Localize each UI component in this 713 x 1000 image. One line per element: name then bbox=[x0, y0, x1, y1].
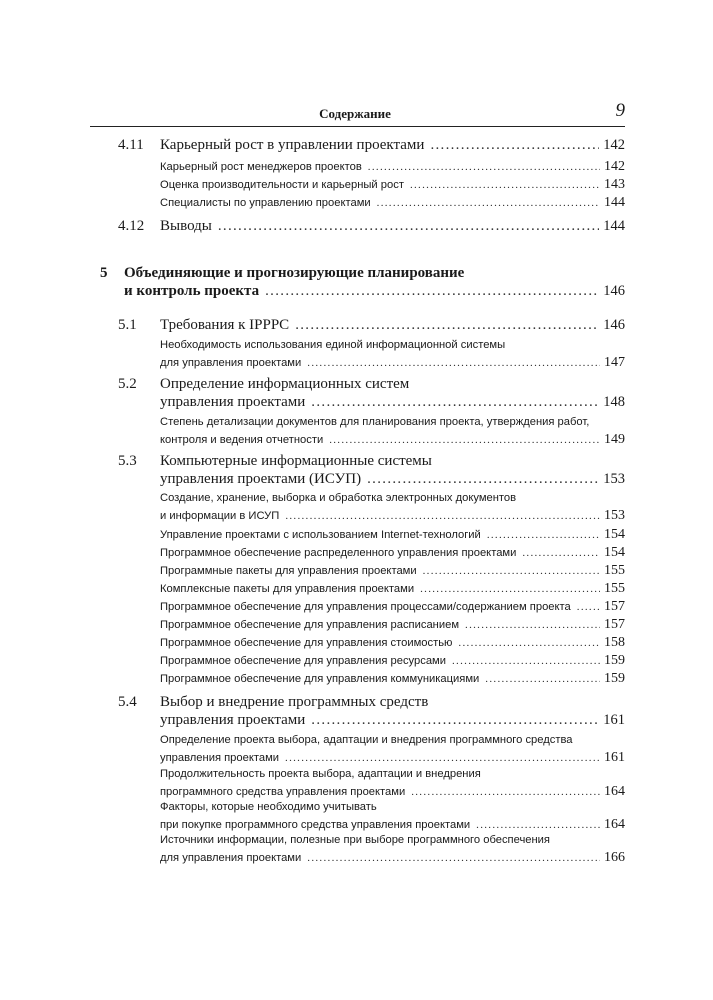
toc-entry-title: Программные пакеты для управления проектами bbox=[160, 565, 417, 577]
toc-subentry-line1[interactable]: Степень детализации документов для планирования проекта, утверждения работ, bbox=[160, 416, 590, 428]
toc-entry-title: контроля и ведения отчетности bbox=[160, 434, 324, 446]
leader-dots bbox=[485, 673, 600, 685]
toc-page-number: 155 bbox=[604, 563, 625, 578]
toc-entry-5-3[interactable] bbox=[160, 471, 625, 488]
toc-entry-4-11[interactable] bbox=[160, 137, 625, 154]
leader-dots bbox=[285, 510, 600, 522]
leader-dots bbox=[311, 712, 599, 729]
toc-entry-title: Требования к IPPPC bbox=[160, 317, 290, 333]
toc-entry-title: Программное обеспечение для управления процессами/содержанием проекта bbox=[160, 601, 571, 613]
toc-subentry[interactable] bbox=[160, 432, 625, 448]
toc-entry-title: программного средства управления проектами bbox=[160, 786, 406, 798]
toc-entry-title: Программное обеспечение распределенного управления проектами bbox=[160, 547, 517, 559]
toc-page-number: 157 bbox=[604, 617, 625, 632]
toc-entry-title: Управление проектами с использованием Internet-технологий bbox=[160, 529, 481, 541]
toc-subentry[interactable] bbox=[160, 599, 625, 615]
toc-subentry-line1[interactable]: Создание, хранение, выборка и обработка электронных документов bbox=[160, 492, 517, 504]
leader-dots bbox=[368, 161, 600, 173]
toc-entry-title: Программное обеспечение для управления коммуникациями bbox=[160, 673, 480, 685]
toc-subentry[interactable] bbox=[160, 635, 625, 651]
leader-dots bbox=[487, 529, 600, 541]
toc-entry-title: управления проектами bbox=[160, 752, 280, 764]
toc-page-number: 159 bbox=[604, 671, 625, 686]
section-title-line1[interactable]: Компьютерные информационные системы bbox=[160, 453, 432, 469]
toc-entry-title: и контроль проекта bbox=[124, 283, 260, 299]
toc-subentry-line1[interactable]: Факторы, которые необходимо учитывать bbox=[160, 801, 377, 813]
toc-subentry[interactable] bbox=[160, 653, 625, 669]
leader-dots bbox=[430, 137, 599, 154]
leader-dots bbox=[377, 197, 600, 209]
toc-entry-title: управления проектами (ИСУП) bbox=[160, 471, 362, 487]
section-number: 5.2 bbox=[118, 376, 137, 392]
toc-entry-title: при покупке программного средства управления проектами bbox=[160, 819, 471, 831]
leader-dots bbox=[218, 218, 599, 235]
leader-dots bbox=[295, 317, 599, 334]
toc-page-number: 157 bbox=[604, 599, 625, 614]
section-number: 5.1 bbox=[118, 317, 137, 333]
leader-dots bbox=[367, 471, 599, 488]
section-title-line1[interactable]: Определение информационных систем bbox=[160, 376, 410, 392]
toc-entry-5-2[interactable] bbox=[160, 394, 625, 411]
toc-entry-title: управления проектами bbox=[160, 394, 306, 410]
toc-subentry-line1[interactable]: Необходимость использования единой информационной системы bbox=[160, 339, 506, 351]
toc-page-number: 144 bbox=[603, 218, 625, 234]
toc-chapter-5[interactable] bbox=[124, 283, 625, 300]
toc-subentry-line1[interactable]: Определение проекта выбора, адаптации и внедрения программного средства bbox=[160, 734, 573, 746]
toc-subentry[interactable] bbox=[160, 850, 625, 866]
toc-subentry[interactable] bbox=[160, 563, 625, 579]
leader-dots bbox=[423, 565, 600, 577]
section-number: 4.11 bbox=[118, 137, 144, 153]
toc-entry-5-4[interactable] bbox=[160, 712, 625, 729]
toc-entry-title: Специалисты по управлению проектами bbox=[160, 197, 371, 209]
toc-entry-title: управления проектами bbox=[160, 712, 306, 728]
leader-dots bbox=[265, 283, 599, 300]
toc-page-number: 153 bbox=[604, 508, 625, 523]
toc-page-number: 149 bbox=[604, 432, 625, 447]
leader-dots bbox=[285, 752, 600, 764]
page-header-title: Содержание bbox=[319, 106, 391, 121]
toc-subentry[interactable] bbox=[160, 508, 625, 524]
toc-entry-title: Программное обеспечение для управления ресурсами bbox=[160, 655, 446, 667]
toc-page-number: 164 bbox=[604, 817, 625, 832]
section-title-line1[interactable]: Выбор и внедрение программных средств bbox=[160, 694, 429, 710]
toc-page-number: 142 bbox=[604, 159, 625, 174]
toc-page-number: 164 bbox=[604, 784, 625, 799]
toc-subentry[interactable] bbox=[160, 581, 625, 597]
leader-dots bbox=[411, 786, 600, 798]
toc-subentry[interactable] bbox=[160, 195, 625, 211]
toc-subentry[interactable] bbox=[160, 159, 625, 175]
toc-subentry[interactable] bbox=[160, 545, 625, 561]
toc-subentry-line1[interactable]: Продолжительность проекта выбора, адаптации и внедрения bbox=[160, 768, 481, 780]
toc-subentry[interactable] bbox=[160, 355, 625, 371]
section-number: 4.12 bbox=[118, 218, 145, 234]
toc-subentry[interactable] bbox=[160, 784, 625, 800]
toc-page-number: 144 bbox=[604, 195, 625, 210]
toc-entry-4-12[interactable] bbox=[160, 218, 625, 235]
toc-page-number: 161 bbox=[603, 712, 625, 728]
toc-page-number: 142 bbox=[603, 137, 625, 153]
leader-dots bbox=[311, 394, 599, 411]
toc-subentry[interactable] bbox=[160, 527, 625, 543]
section-number: 5.3 bbox=[118, 453, 137, 469]
toc-subentry[interactable] bbox=[160, 817, 625, 833]
toc-entry-title: Карьерный рост менеджеров проектов bbox=[160, 161, 362, 173]
toc-page-number: 161 bbox=[604, 750, 625, 765]
toc-entry-5-1[interactable] bbox=[160, 317, 625, 334]
chapter-number: 5 bbox=[100, 265, 108, 281]
toc-entry-title: Комплексные пакеты для управления проектами bbox=[160, 583, 415, 595]
toc-page-number: 148 bbox=[603, 394, 625, 410]
toc-page-number: 155 bbox=[604, 581, 625, 596]
toc-entry-title: Оценка производительности и карьерный рост bbox=[160, 179, 404, 191]
leader-dots bbox=[307, 357, 600, 369]
toc-page-number: 166 bbox=[604, 850, 625, 865]
toc-entry-title: для управления проектами bbox=[160, 357, 302, 369]
page-number: 9 bbox=[615, 100, 625, 121]
toc-subentry[interactable] bbox=[160, 617, 625, 633]
section-number: 5.4 bbox=[118, 694, 137, 710]
leader-dots bbox=[577, 601, 600, 613]
toc-page-number: 147 bbox=[604, 355, 625, 370]
toc-entry-title: Карьерный рост в управлении проектами bbox=[160, 137, 425, 153]
header-rule bbox=[90, 126, 625, 127]
leader-dots bbox=[452, 655, 600, 667]
leader-dots bbox=[465, 619, 600, 631]
toc-page-number: 154 bbox=[604, 545, 625, 560]
leader-dots bbox=[476, 819, 600, 831]
chapter-title-line1[interactable]: Объединяющие и прогнозирующие планирование bbox=[124, 265, 465, 281]
toc-page-number: 153 bbox=[603, 471, 625, 487]
toc-page-number: 158 bbox=[604, 635, 625, 650]
leader-dots bbox=[329, 434, 600, 446]
toc-entry-title: Программное обеспечение для управления расписанием bbox=[160, 619, 460, 631]
leader-dots bbox=[458, 637, 600, 649]
toc-page-number: 143 bbox=[604, 177, 625, 192]
toc-page-number: 154 bbox=[604, 527, 625, 542]
toc-subentry-line1[interactable]: Источники информации, полезные при выборе программного обеспечения bbox=[160, 834, 550, 846]
toc-page-number: 159 bbox=[604, 653, 625, 668]
toc-subentry[interactable] bbox=[160, 750, 625, 766]
toc-page-number: 146 bbox=[603, 283, 625, 299]
leader-dots bbox=[522, 547, 600, 559]
leader-dots bbox=[420, 583, 600, 595]
toc-subentry[interactable] bbox=[160, 671, 625, 687]
toc-entry-title: для управления проектами bbox=[160, 852, 302, 864]
toc-entry-title: и информации в ИСУП bbox=[160, 510, 280, 522]
toc-entry-title: Выводы bbox=[160, 218, 212, 234]
toc-subentry[interactable] bbox=[160, 177, 625, 193]
leader-dots bbox=[307, 852, 600, 864]
leader-dots bbox=[410, 179, 600, 191]
toc-entry-title: Программное обеспечение для управления стоимостью bbox=[160, 637, 453, 649]
toc-page-number: 146 bbox=[603, 317, 625, 333]
